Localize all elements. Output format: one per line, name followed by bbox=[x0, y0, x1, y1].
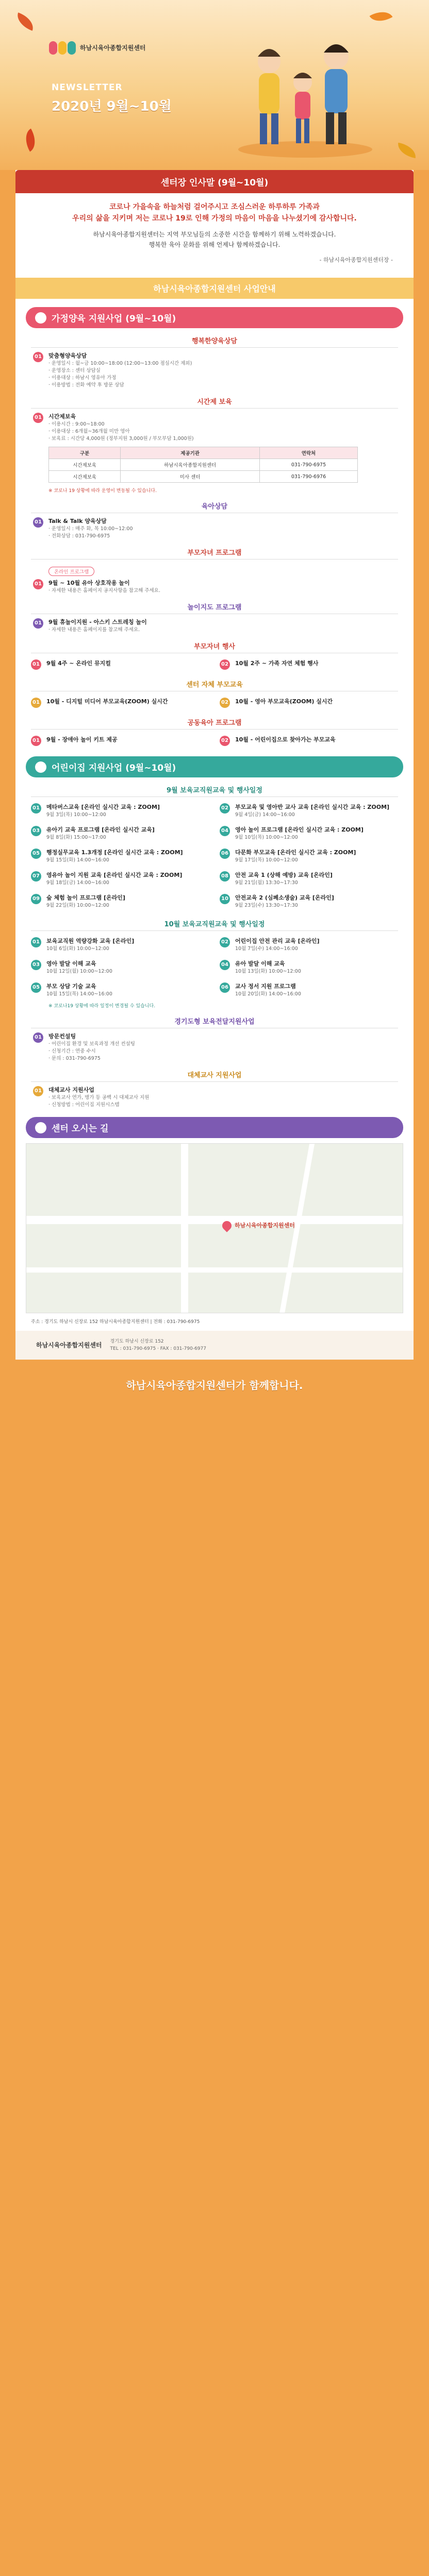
number-badge: 02 bbox=[220, 937, 230, 947]
item-title: 9월 4주 ~ 온라인 뮤지컬 bbox=[46, 660, 111, 667]
schedule-item bbox=[220, 937, 398, 953]
table-note: ※ 코로나 19 상황에 따라 운영이 변동될 수 있습니다. bbox=[48, 488, 157, 494]
table-cell: 031-790-6976 bbox=[259, 471, 357, 483]
daycare-section-header bbox=[26, 756, 403, 777]
number-badge: 02 bbox=[220, 736, 230, 746]
list-item bbox=[33, 517, 396, 540]
issue-date: 2020년 9월~10월 bbox=[52, 99, 172, 114]
daycare-sub-1: 9월 보육교직원교육 및 행사일정 bbox=[31, 785, 398, 797]
schedule-date: 10월 15일(목) 14:00~16:00 bbox=[46, 991, 112, 997]
schedule-title: 영유아 놀이 지원 교육 [온라인 실시간 교육 : ZOOM] bbox=[46, 872, 183, 878]
number-badge: 08 bbox=[220, 871, 230, 882]
number-badge: 01 bbox=[33, 517, 43, 528]
schedule-date: 10월 20일(화) 14:00~16:00 bbox=[235, 991, 301, 997]
list-item bbox=[33, 352, 396, 389]
daycare-section-title: 어린이집 지원사업 (9월~10월) bbox=[52, 763, 176, 773]
list-item bbox=[220, 698, 398, 708]
number-badge: 01 bbox=[33, 618, 43, 629]
leaf-icon bbox=[396, 143, 418, 158]
footer-logo: 하남시육아종합지원센터 bbox=[36, 1342, 102, 1349]
schedule-item bbox=[31, 871, 209, 887]
rental-title: 대체교사 지원사업 bbox=[31, 1070, 398, 1082]
schedule-item bbox=[220, 982, 398, 998]
number-badge: 02 bbox=[220, 698, 230, 708]
footer-contact: TEL : 031-790-6975 · FAX : 031-790-6977 bbox=[110, 1346, 206, 1351]
greeting-highlight-1: 코로나 가을속을 하늘처럼 걸어주시고 조심스러운 하루하루 가족과 bbox=[109, 203, 320, 211]
schedule-date: 9월 4일(금) 14:00~16:00 bbox=[235, 812, 295, 818]
item-title: 맞춤형양육상담 bbox=[48, 352, 87, 359]
table-header: 연락처 bbox=[259, 447, 357, 459]
list-item bbox=[31, 698, 209, 708]
schedule-title: 부모교육 및 영아반 교사 교육 [온라인 실시간 교육 : ZOOM] bbox=[235, 804, 390, 810]
item-line: · 신청방법 : 어린이집 지원시스템 bbox=[48, 1102, 120, 1108]
schedule-date: 10월 13일(화) 10:00~12:00 bbox=[235, 969, 301, 974]
schedule-item bbox=[220, 849, 398, 864]
number-badge: 06 bbox=[220, 982, 230, 993]
schedule-item bbox=[31, 826, 209, 841]
greeting-title: 센터장 인사말 (9월~10월) bbox=[15, 170, 414, 193]
schedule-date: 9월 8일(화) 15:00~17:00 bbox=[46, 835, 106, 840]
schedule-date: 9월 23일(수) 13:30~17:30 bbox=[235, 903, 298, 908]
family-sub-6: 부모자녀 행사 bbox=[31, 641, 398, 653]
number-badge: 01 bbox=[31, 937, 41, 947]
schedule-title: 다문화 부모교육 [온라인 실시간 교육 : ZOOM] bbox=[235, 849, 356, 856]
item-title: 10월 2주 ~ 가족 자연 체험 행사 bbox=[235, 660, 319, 667]
number-badge: 02 bbox=[220, 803, 230, 814]
list-item bbox=[220, 659, 398, 670]
item-line: · 신청기간 : 연중 수시 bbox=[48, 1048, 96, 1054]
number-badge: 04 bbox=[220, 826, 230, 836]
schedule-item bbox=[220, 894, 398, 909]
family-section-header bbox=[26, 307, 403, 328]
table-row bbox=[49, 471, 358, 483]
item-line: · 자세한 내용은 홈페이지 공지사항을 참고해 주세요. bbox=[48, 588, 160, 594]
schedule-date: 9월 17일(목) 10:00~12:00 bbox=[235, 857, 298, 863]
list-item bbox=[33, 1032, 396, 1062]
item-line: · 이용대상 : 6개월~36개월 미만 영아 bbox=[48, 429, 130, 434]
greeting-body-2: 행복한 육아 문화를 위해 언제나 함께하겠습니다. bbox=[148, 241, 280, 248]
list-item bbox=[31, 736, 209, 746]
september-schedule bbox=[31, 801, 398, 911]
schedule-title: 영아 놀이 프로그램 [온라인 실시간 교육 : ZOOM] bbox=[235, 826, 364, 833]
schedule-date: 10월 6일(화) 10:00~12:00 bbox=[46, 946, 109, 952]
item-title: 9월 - 장애아 놀이 키트 제공 bbox=[46, 736, 118, 743]
schedule-title: 영아 발달 이해 교육 bbox=[46, 960, 96, 967]
list-item bbox=[33, 579, 396, 595]
home-icon: ⌂ bbox=[35, 312, 46, 324]
item-line: · 이용시간 : 9:00~18:00 bbox=[48, 421, 105, 427]
schedule-item bbox=[220, 960, 398, 975]
number-badge: 01 bbox=[31, 803, 41, 814]
schedule-item bbox=[31, 803, 209, 819]
schedule-title: 행정실무교육 1.3개정 [온라인 실시간 교육 : ZOOM] bbox=[46, 849, 183, 856]
item-line: · 어린이집 환경 및 보육과정 개선 컨설팅 bbox=[48, 1041, 135, 1047]
list-item bbox=[31, 659, 209, 670]
number-badge: 03 bbox=[31, 826, 41, 836]
greeting-highlight-2: 우리의 삶을 지키며 저는 코로나 19로 인해 가정의 마음이 마음을 나누셨기에 감사합니다. bbox=[72, 214, 357, 223]
table-header: 제공기관 bbox=[121, 447, 260, 459]
table-cell: 미사 센터 bbox=[121, 471, 260, 483]
number-badge: 05 bbox=[31, 849, 41, 859]
item-line: · 전화상담 : 031-790-6975 bbox=[48, 533, 110, 539]
item-title: 시간제보육 bbox=[48, 413, 76, 420]
schedule-date: 9월 21일(월) 13:30~17:30 bbox=[235, 880, 298, 886]
daycare-sub-2: 10월 보육교직원교육 및 행사일정 bbox=[31, 919, 398, 931]
number-badge: 06 bbox=[220, 849, 230, 859]
address-text: 주소 : 경기도 하남시 신장로 152 하남시육아종합지원센터 | 전화 : 031-790-6975 bbox=[31, 1319, 200, 1325]
timecare-table bbox=[48, 447, 358, 483]
family-sub-4: 부모자녀 프로그램 bbox=[31, 547, 398, 560]
number-badge: 01 bbox=[33, 352, 43, 362]
two-column-list bbox=[31, 657, 398, 672]
schedule-title: 유아 발달 이해 교육 bbox=[235, 960, 285, 967]
number-badge: 01 bbox=[33, 1032, 43, 1043]
schedule-date: 10월 12일(월) 10:00~12:00 bbox=[46, 969, 112, 974]
map-pin-icon: ● bbox=[35, 1122, 46, 1133]
number-badge: 03 bbox=[31, 960, 41, 970]
item-line: · 이용방법 : 전화 예약 후 방문 상담 bbox=[48, 382, 124, 388]
map-section-header bbox=[26, 1117, 403, 1138]
number-badge: 10 bbox=[220, 894, 230, 904]
item-title: 10월 - 영아 부모교육(ZOOM) 실시간 bbox=[235, 698, 333, 705]
programs-banner: 하남시육아종합지원센터 사업안내 bbox=[15, 278, 414, 299]
item-line: · 자세한 내용은 홈페이지를 참고해 주세요. bbox=[48, 627, 140, 633]
family-sub-5: 놀이지도 프로그램 bbox=[31, 602, 398, 614]
map-section-title: 센터 오시는 길 bbox=[52, 1124, 109, 1134]
schedule-date: 9월 18일(금) 14:00~16:00 bbox=[46, 880, 109, 886]
schedule-item bbox=[220, 826, 398, 841]
building-icon: ▲ bbox=[35, 761, 46, 773]
newsletter-label: NEWSLETTER bbox=[52, 82, 123, 93]
schedule-title: 부모 상담 기술 교육 bbox=[46, 983, 96, 990]
schedule-item bbox=[31, 894, 209, 909]
october-schedule bbox=[31, 935, 398, 1000]
online-badge: 온라인 프로그램 bbox=[48, 567, 94, 576]
number-badge: 01 bbox=[31, 659, 41, 670]
number-badge: 02 bbox=[220, 659, 230, 670]
table-cell: 시간제보육 bbox=[49, 471, 121, 483]
two-column-list bbox=[31, 696, 398, 710]
item-title: Talk & Talk 양육상담 bbox=[48, 518, 107, 524]
daycare-footnote: ※ 코로나19 상황에 따라 일정이 변경될 수 있습니다. bbox=[48, 1004, 156, 1009]
number-badge: 05 bbox=[31, 982, 41, 993]
item-line: · 문의 : 031-790-6975 bbox=[48, 1056, 101, 1061]
number-badge: 01 bbox=[33, 1086, 43, 1096]
item-title: 9월 휴놀이지원 - 아스키 스트레칭 놀이 bbox=[48, 619, 147, 625]
schedule-title: 유아기 교육 프로그램 [온라인 실시간 교육] bbox=[46, 826, 155, 833]
table-cell: 031-790-6975 bbox=[259, 459, 357, 471]
number-badge: 07 bbox=[31, 871, 41, 882]
item-line: · 보육료 : 시간당 4,000원 (정부지원 3,000원 / 부모부담 1,000원) bbox=[48, 436, 194, 442]
schedule-item bbox=[220, 871, 398, 887]
schedule-date: 9월 22일(화) 10:00~12:00 bbox=[46, 903, 109, 908]
schedule-title: 안전 교육 1 (상해 예방) 교육 [온라인] bbox=[235, 872, 333, 878]
map-label: 하남시육아종합지원센터 bbox=[235, 1222, 295, 1229]
location-map[interactable] bbox=[26, 1143, 403, 1313]
newsletter-body bbox=[15, 170, 414, 1360]
list-item bbox=[33, 618, 396, 634]
bottom-slogan: 하남시육아종합지원센터가 함께합니다. bbox=[0, 1360, 429, 1409]
center-logo bbox=[49, 41, 146, 55]
greeting-body-1: 하남시육아종합지원센터는 지역 부모님들의 소중한 시간을 함께하기 위해 노력하겠습니다. bbox=[93, 231, 336, 238]
schedule-title: 어린이집 안전 관리 교육 [온라인] bbox=[235, 938, 320, 944]
family-sub-1: 행복한양육상담 bbox=[31, 335, 398, 348]
family-sub-2: 시간제 보육 bbox=[31, 396, 398, 409]
item-line: · 운영장소 : 센터 상담실 bbox=[48, 368, 101, 374]
community-title: 경기도형 보육전달지원사업 bbox=[31, 1016, 398, 1028]
table-cell: 하남시육아종합지원센터 bbox=[121, 459, 260, 471]
schedule-item bbox=[31, 937, 209, 953]
table-row bbox=[49, 459, 358, 471]
leaf-icon bbox=[20, 129, 41, 152]
schedule-item bbox=[31, 982, 209, 998]
item-title: 10월 - 디지털 미디어 부모교육(ZOOM) 실시간 bbox=[46, 698, 168, 705]
item-line: · 운영일시 : 월~금 10:00~18:00 (12:00~13:00 점심시간 제외) bbox=[48, 361, 192, 366]
greeting-signature: - 하남시육아종합지원센터장 - bbox=[319, 257, 393, 263]
schedule-item bbox=[220, 803, 398, 819]
schedule-item bbox=[31, 849, 209, 864]
family-sub-7: 센터 자체 부모교육 bbox=[31, 679, 398, 691]
family-sub-8: 공동육아 프로그램 bbox=[31, 717, 398, 730]
item-title: 대체교사 지원사업 bbox=[48, 1087, 94, 1093]
family-section-title: 가정양육 지원사업 (9월~10월) bbox=[52, 314, 176, 324]
schedule-date: 9월 10일(목) 10:00~12:00 bbox=[235, 835, 298, 840]
schedule-title: 메타버스교육 [온라인 실시간 교육 : ZOOM] bbox=[46, 804, 160, 810]
org-name: 하남시육아종합지원센터 bbox=[80, 44, 146, 52]
number-badge: 09 bbox=[31, 894, 41, 904]
item-line: · 이용대상 : 하남시 영유아 가정 bbox=[48, 375, 117, 381]
item-title: 10월 - 어린이집으로 찾아가는 부모교육 bbox=[235, 736, 336, 743]
two-column-list bbox=[31, 734, 398, 748]
item-line: · 운영일시 : 매주 화, 목 10:00~12:00 bbox=[48, 526, 133, 532]
schedule-date: 9월 15일(화) 14:00~16:00 bbox=[46, 857, 109, 863]
footer-address: 경기도 하남시 신장로 152 bbox=[110, 1339, 164, 1344]
family-sub-3: 육아상담 bbox=[31, 501, 398, 513]
table-header: 구분 bbox=[49, 447, 121, 459]
footer bbox=[15, 1331, 414, 1360]
number-badge: 01 bbox=[33, 579, 43, 589]
schedule-title: 보육교직원 역량강화 교육 [온라인] bbox=[46, 938, 135, 944]
list-item bbox=[220, 736, 398, 746]
table-cell: 시간제보육 bbox=[49, 459, 121, 471]
item-line: · 보육교사 연가, 병가 등 공백 시 대체교사 지원 bbox=[48, 1095, 150, 1100]
number-badge: 01 bbox=[33, 413, 43, 423]
number-badge: 01 bbox=[31, 736, 41, 746]
list-item bbox=[33, 1086, 396, 1109]
greeting-section bbox=[15, 193, 414, 278]
item-title: 방문컨설팅 bbox=[48, 1033, 76, 1040]
number-badge: 01 bbox=[31, 698, 41, 708]
schedule-title: 교사 정서 지원 프로그램 bbox=[235, 983, 296, 990]
schedule-title: 숲 체험 놀이 프로그램 [온라인] bbox=[46, 894, 125, 901]
family-illustration bbox=[233, 21, 377, 160]
leaf-icon bbox=[14, 12, 37, 31]
schedule-date: 9월 3일(목) 10:00~12:00 bbox=[46, 812, 106, 818]
schedule-title: 안전교육 2 (심폐소생술) 교육 [온라인] bbox=[235, 894, 334, 901]
number-badge: 04 bbox=[220, 960, 230, 970]
hero-header bbox=[0, 0, 429, 170]
schedule-item bbox=[31, 960, 209, 975]
schedule-date: 10월 7일(수) 14:00~16:00 bbox=[235, 946, 298, 952]
list-item bbox=[33, 413, 396, 443]
item-title: 9월 ~ 10월 유아 상호작용 놀이 bbox=[48, 580, 130, 586]
